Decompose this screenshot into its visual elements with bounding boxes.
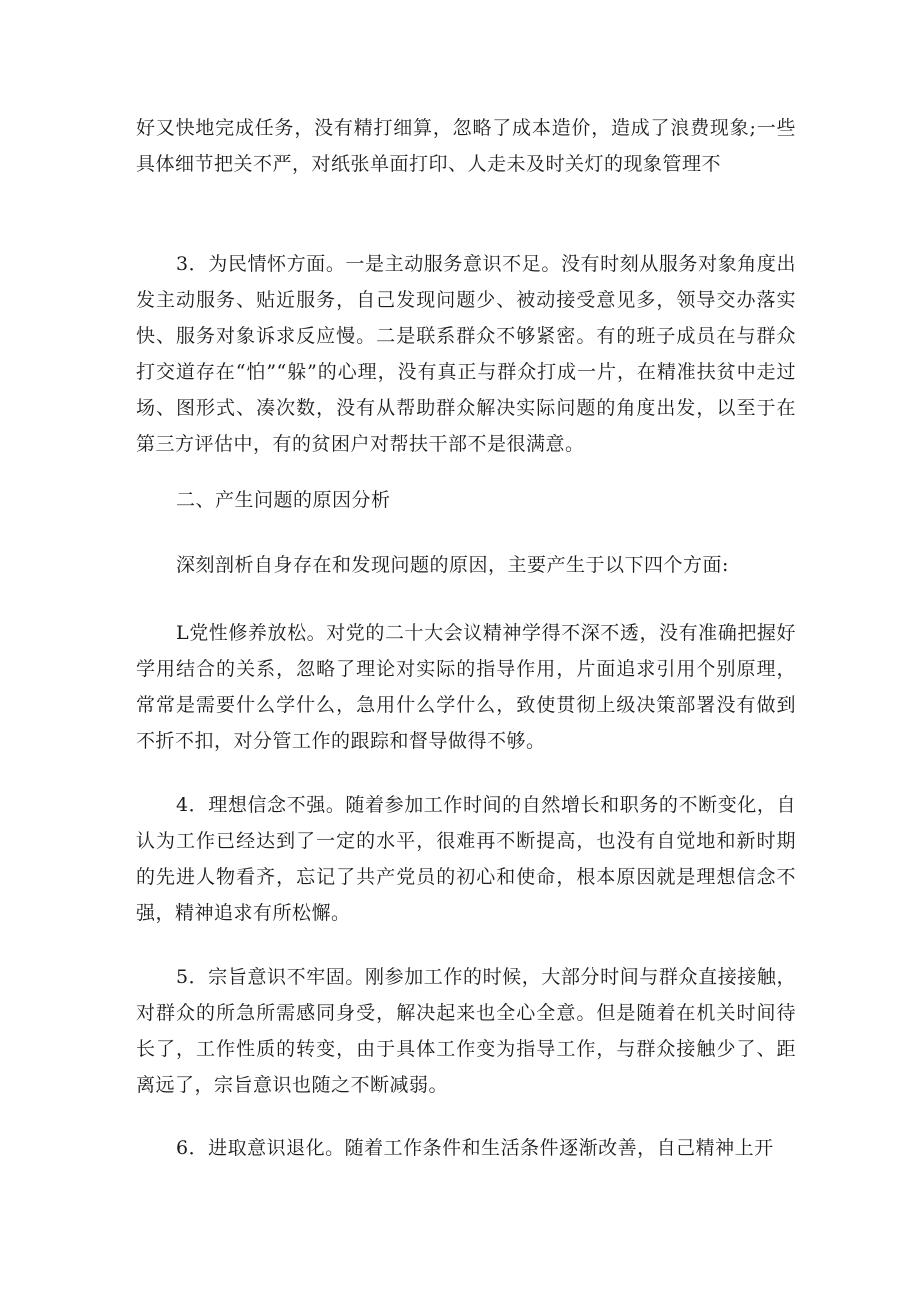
paragraph-enterprise-awareness: 6．进取意识退化。随着工作条件和生活条件逐渐改善，自己精神上开 (176, 1137, 774, 1159)
section-heading-cause-analysis: 二、产生问题的原因分析 (176, 489, 391, 511)
paragraph-purpose-awareness: 5．宗旨意识不牢固。刚参加工作的时候，大部分时间与群众直接接触，对群众的所急所需感同身受，解决起来也全心全意。但是随着在机关时间待长了，工作性质的转变，由于具体工作变为指导工作，与群众接触少了、距离远了，宗旨意识也随之不断减弱。 (136, 966, 796, 1096)
paragraph-people-feelings: 3．为民情怀方面。一是主动服务意识不足。没有时刻从服务对象角度出发主动服务、贴近服务，自己发现问题少、被动接受意见多，领导交办落实快、服务对象诉求反应慢。二是联系群众不够紧密。有的班子成员在与群众打交道存在“怕”“躲”的心理，没有真正与群众打成一片，在精准扶贫中走过场、图形式、凑次数，没有从帮助群众解决实际问题的角度出发，以至于在第三方评估中，有的贫困户对帮扶干部不是很满意。 (136, 253, 796, 455)
paragraph-ideals-beliefs: 4．理想信念不强。随着参加工作时间的自然增长和职务的不断变化，自认为工作已经达到了一定的水平，很难再不断提高，也没有自觉地和新时期的先进人物看齐，忘记了共产党员的初心和使命，根本原因就是理想信念不强，精神追求有所松懈。 (136, 794, 796, 924)
paragraph-party-cultivation: L党性修养放松。对党的二十大会议精神学得不深不透，没有准确把握好学用结合的关系，忽略了理论对实际的指导作用，片面追求引用个别原理，常常是需要什么学什么，急用什么学什么，致使贯彻上级决策部署没有做到不折不扣，对分管工作的跟踪和督导做得不够。 (136, 622, 796, 752)
paragraph-intro: 深刻剖析自身存在和发现问题的原因，主要产生于以下四个方面: (176, 554, 729, 576)
paragraph-continuation: 好又快地完成任务，没有精打细算，忽略了成本造价，造成了浪费现象;一些具体细节把关不严，对纸张单面打印、人走未及时关灯的现象管理不 (136, 117, 796, 175)
